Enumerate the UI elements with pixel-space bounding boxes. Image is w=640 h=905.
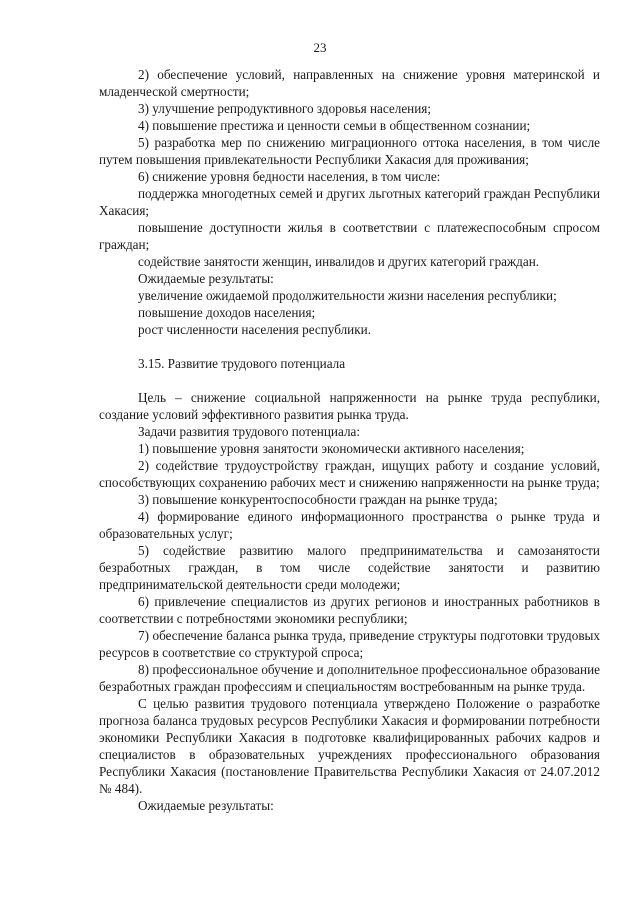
page-number: 23 [313,40,327,55]
paragraph: рост численности населения республики. [138,322,371,337]
paragraph: Ожидаемые результаты: [138,798,274,813]
paragraph: 4) повышение престижа и ценности семьи в общественном сознании; [138,118,531,133]
paragraph: 5) разработка мер по снижению миграционного оттока населения, в том числе путем повышения привлекательности Республики Хакасия для проживания; [99,135,600,167]
paragraph: содействие занятости женщин, инвалидов и других категорий граждан. [138,254,540,269]
paragraph: поддержка многодетных семей и других льготных категорий граждан Республики Хакасия; [99,186,600,218]
paragraph: Задачи развития трудового потенциала: [138,424,361,439]
paragraph: 4) формирование единого информационного пространства о рынке труда и образовательных услуг; [99,509,600,541]
paragraph: 3) повышение конкурентоспособности граждан на рынке труда; [138,492,498,507]
paragraph: С целью развития трудового потенциала утверждено Положение о разработке прогноза баланса трудовых ресурсов Республики Хакасия и формировании потребности экономики Республики Хакасия в подготовке квалифицированных рабочих кадров и специалистов в образовательных учреждениях профессионального образования Республики Хакасия (постановление Правительства Республики Хакасия от 24.07.2012 № 484). [99,696,600,796]
paragraph: Ожидаемые результаты: [138,271,274,286]
paragraph: повышение доходов населения; [138,305,316,320]
paragraph: повышение доступности жилья в соответствии с платежеспособным спросом граждан; [99,220,600,252]
paragraph: Цель – снижение социальной напряженности на рынке труда республики, создание условий эффективного развития рынка труда. [99,390,600,422]
paragraph: 2) обеспечение условий, направленных на снижение уровня материнской и младенческой смертности; [99,67,600,99]
paragraph: 5) содействие развитию малого предпринимательства и самозанятости безработных граждан, в том числе содействие занятости и развитию предпринимательской деятельности среди молодежи; [99,543,600,592]
paragraph: 3) улучшение репродуктивного здоровья населения; [138,101,432,116]
paragraph: 6) снижение уровня бедности населения, в том числе: [138,169,441,184]
paragraph: увеличение ожидаемой продолжительности жизни населения республики; [138,288,557,303]
paragraph: 6) привлечение специалистов из других регионов и иностранных работников в соответствии с потребностями экономики республики; [99,594,600,626]
paragraph: 2) содействие трудоустройству граждан, ищущих работу и создание условий, способствующих сохранению рабочих мест и снижению напряженности на рынке труда; [99,458,600,490]
paragraph: 8) профессиональное обучение и дополнительное профессиональное образование безработных граждан профессиям и специальностям востребованным на рынке труда. [99,662,600,694]
paragraph: 7) обеспечение баланса рынка труда, приведение структуры подготовки трудовых ресурсов в соответствие со структурой спроса; [99,628,600,660]
document-body [99,66,600,814]
paragraph: 1) повышение уровня занятости экономически активного населения; [138,441,525,456]
section-heading: 3.15. Развитие трудового потенциала [138,356,346,371]
